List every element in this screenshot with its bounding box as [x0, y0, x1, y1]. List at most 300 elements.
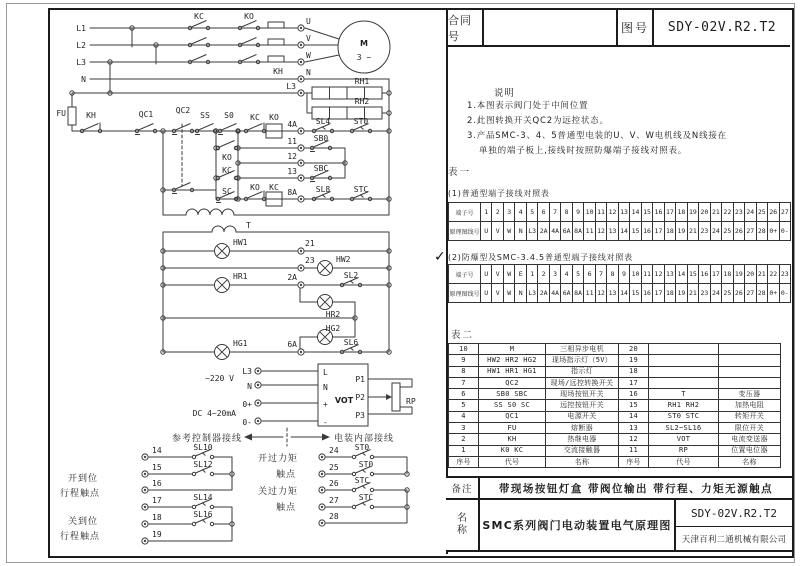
note-line: 3.产品SMC-3、4、5普通型电装的U、V、W电机线及N线接在 — [467, 131, 727, 141]
table-cell: 13 — [607, 222, 618, 241]
drawing-no-value: SDY-02V.R2.T2 — [667, 20, 777, 35]
table-cell: 原理图线号 — [449, 222, 481, 241]
schematic-label: 行程触点 — [60, 489, 101, 499]
schematic-label: T — [246, 221, 251, 230]
table-cell: 10 — [584, 203, 595, 222]
table-cell — [649, 378, 719, 389]
table-cell: 8A — [573, 222, 584, 241]
schematic-label: KO — [244, 12, 254, 21]
schematic-label: SL2 — [343, 271, 359, 280]
table-cell: 27 — [745, 284, 756, 303]
table-cell: 12 — [596, 222, 607, 241]
schematic-label: HR1 — [233, 272, 248, 281]
table-cell: 22 — [768, 265, 779, 284]
table-cell: 0+ — [768, 222, 779, 241]
table-cell: 2 — [449, 434, 479, 445]
table-cell: 16 — [642, 222, 653, 241]
table-cell: 2A — [538, 284, 549, 303]
table-cell: 11 — [584, 284, 595, 303]
schematic-label: RP — [406, 397, 416, 406]
schematic-label: HG1 — [233, 339, 248, 348]
schematic-label: ST0 — [358, 460, 374, 469]
table-cell: 23 — [699, 222, 710, 241]
table-cell: L3 — [527, 284, 538, 303]
table-cell: 14 — [619, 412, 649, 423]
table-cell: M — [479, 344, 546, 355]
table-cell: 11 — [619, 446, 649, 457]
table-cell: HW1 HR1 HG1 — [479, 367, 546, 378]
table-cell: 13 — [619, 203, 630, 222]
table-cell: 18 — [676, 203, 687, 222]
schematic-label: 关到位 — [68, 517, 99, 527]
table-cell: V — [492, 265, 503, 284]
table-cell: 14 — [619, 284, 630, 303]
table-cell: 21 — [688, 222, 699, 241]
table-cell — [649, 344, 719, 355]
drawing-no-label: 图号 — [618, 10, 654, 45]
table-cell: U — [481, 265, 492, 284]
table-cell: 15 — [688, 265, 699, 284]
table-cell: 4 — [515, 203, 526, 222]
table-cell: QC1 — [479, 412, 546, 423]
table-cell: 原理图线号 — [449, 284, 481, 303]
table-cell: 7 — [596, 265, 607, 284]
table-cell — [719, 367, 781, 378]
table-cell: 16 — [619, 389, 649, 400]
table-cell: 17 — [665, 203, 676, 222]
table-cell: 3 — [504, 203, 515, 222]
schematic-label: 开到位 — [68, 474, 99, 484]
schematic-label: SL14 — [193, 493, 213, 502]
schematic-label: HR2 — [325, 310, 341, 319]
table-cell — [719, 355, 781, 366]
table-cell: 2 — [538, 265, 549, 284]
schematic-label: + — [323, 400, 328, 409]
table-cell: 19 — [676, 222, 687, 241]
schematic-label: SL12 — [193, 460, 213, 469]
table-cell: 9 — [573, 203, 584, 222]
schematic-label: W — [306, 51, 311, 60]
table-cell: 21 — [688, 284, 699, 303]
table-cell: 8A — [573, 284, 584, 303]
table-cell: 序号 — [619, 457, 649, 468]
table-cell: 22 — [722, 203, 733, 222]
schematic-label: DC 4~20mA — [192, 409, 236, 418]
schematic-label: ST0 — [353, 117, 369, 126]
schematic-label: N — [247, 382, 252, 391]
table-cell: RH1 RH2 — [649, 400, 719, 411]
table-cell: 14 — [676, 265, 687, 284]
title-block — [448, 10, 790, 47]
schematic-label: SL4 — [315, 117, 331, 126]
schematic-label: SC — [222, 187, 232, 196]
table-cell: 位置电位器 — [719, 446, 781, 457]
table-cell: 17 — [653, 222, 664, 241]
schematic-label: 16 — [152, 479, 162, 488]
schematic-label: SBC — [313, 164, 329, 173]
schematic-label: 触点 — [276, 470, 297, 480]
note-line: 2.此图转换开关QC2为远控状态。 — [467, 116, 609, 126]
schematic-label: 8A — [287, 188, 297, 197]
schematic-label: 关过力矩 — [258, 487, 299, 497]
schematic-label: 26 — [329, 479, 339, 488]
table-cell: 3 — [449, 423, 479, 434]
schematic-label: 24 — [329, 446, 339, 455]
table-cell: 6 — [584, 265, 595, 284]
table-cell: HW2 HR2 HG2 — [479, 355, 546, 366]
table-cell: 8 — [449, 367, 479, 378]
table-cell: 代号 — [649, 457, 719, 468]
terminal-table-normal — [448, 202, 791, 241]
table-cell: 21 — [757, 265, 768, 284]
schematic-label: 25 — [329, 463, 339, 472]
schematic-label: L — [323, 368, 328, 377]
table-cell: 三相异步电机 — [546, 344, 619, 355]
table-cell: N — [515, 284, 526, 303]
table-cell: 8 — [561, 203, 572, 222]
table-cell: 15 — [630, 222, 641, 241]
schematic-label: ST0 — [354, 443, 370, 452]
schematic-label: KC — [194, 12, 204, 21]
table-cell: W — [504, 265, 515, 284]
table-cell: 13 — [665, 265, 676, 284]
table-cell: 7 — [550, 203, 561, 222]
schematic-label: 3 ~ — [356, 53, 372, 62]
table-cell: 19 — [676, 284, 687, 303]
remark-text: 带现场按钮灯盒 带阀位输出 带行程、力矩无源触点 — [498, 482, 774, 495]
table-cell: 12 — [596, 284, 607, 303]
table-cell: 24 — [745, 203, 756, 222]
table-cell: 11 — [596, 203, 607, 222]
table-cell: 17 — [653, 284, 664, 303]
schematic-label: 11 — [287, 137, 297, 146]
table-cell: 19 — [688, 203, 699, 222]
table-cell: 18 — [665, 222, 676, 241]
table-cell: VOT — [649, 434, 719, 445]
table-cell: 20 — [699, 203, 710, 222]
table1-caption: 表一 — [448, 167, 472, 178]
table-cell: 18 — [665, 284, 676, 303]
schematic-label: N — [81, 75, 86, 84]
schematic-label: KH — [86, 111, 96, 120]
table-cell: 15 — [642, 203, 653, 222]
table-cell: 现场/远控转换开关 — [546, 378, 619, 389]
table-cell: 25 — [722, 222, 733, 241]
contract-no-label: 合同号 — [448, 10, 484, 45]
table-cell: 6A — [561, 284, 572, 303]
schematic-label: 2A — [287, 273, 297, 282]
table-cell: 16 — [699, 265, 710, 284]
table-cell: 19 — [734, 265, 745, 284]
table-cell: SB0 SBC — [479, 389, 546, 400]
name-block — [446, 500, 792, 552]
table-cell: 26 — [734, 222, 745, 241]
table-cell: 5 — [527, 203, 538, 222]
schematic-label: 电装内部接线 — [334, 434, 395, 444]
table-cell: 电流变送器 — [719, 434, 781, 445]
table-cell: 名称 — [546, 457, 619, 468]
table-cell: 10 — [630, 265, 641, 284]
table-cell: 1 — [449, 446, 479, 457]
schematic-label: 19 — [152, 530, 162, 539]
table-cell: 15 — [630, 284, 641, 303]
table-cell: 23 — [734, 203, 745, 222]
table-cell: QC2 — [479, 378, 546, 389]
table-cell: 远控按钮开关 — [546, 400, 619, 411]
schematic-label: 17 — [152, 496, 162, 505]
table1-sub1: (1)普通型端子接线对照表 — [448, 189, 550, 198]
table-cell: 交流接触器 — [546, 446, 619, 457]
table-cell: 27 — [780, 203, 791, 222]
table-cell: 16 — [653, 203, 664, 222]
table-cell: 现场按钮开关 — [546, 389, 619, 400]
schematic-label: P2 — [355, 393, 365, 402]
component-table — [448, 343, 781, 468]
schematic-label: KC — [222, 166, 232, 175]
table-cell: 6A — [561, 222, 572, 241]
table-cell: 20 — [745, 265, 756, 284]
schematic-label: P1 — [355, 375, 365, 384]
terminal-table-explosionproof — [448, 264, 791, 303]
table-cell: V — [492, 222, 503, 241]
table-cell: 21 — [711, 203, 722, 222]
schematic-label: QC1 — [138, 110, 154, 119]
table-cell: 4A — [550, 284, 561, 303]
schematic-label: VOT — [334, 396, 354, 405]
table1-sub2: (2)防爆型及SMC-3.4.5普通型端子接线对照表 — [448, 253, 633, 262]
schematic-label: KC — [269, 183, 279, 192]
schematic-label: SL6 — [343, 338, 359, 347]
schematic-label: S0 — [224, 111, 234, 120]
table-cell: N — [515, 222, 526, 241]
table-cell: 3 — [550, 265, 561, 284]
table-cell: 10 — [449, 344, 479, 355]
schematic-label: 15 — [152, 463, 162, 472]
schematic-label: 18 — [152, 513, 162, 522]
table-cell: 热继电器 — [546, 434, 619, 445]
schematic-label: SL16 — [193, 510, 213, 519]
schematic-label: RH1 — [354, 77, 370, 86]
circuit-schematic — [48, 8, 446, 556]
schematic-label: 23 — [305, 256, 315, 265]
note-line: 1.本图表示阀门处于中间位置 — [467, 101, 589, 111]
contract-no-value — [484, 10, 618, 45]
schematic-label: 14 — [152, 446, 162, 455]
schematic-label: HW1 — [233, 238, 248, 247]
table-cell: 26 — [734, 284, 745, 303]
schematic-label: HW2 — [336, 255, 351, 264]
table-cell: 13 — [607, 284, 618, 303]
table-cell: 28 — [757, 222, 768, 241]
table-cell: ST0 STC — [649, 412, 719, 423]
schematic-label: L3 — [76, 58, 86, 67]
schematic-label: SB0 — [313, 134, 329, 143]
table-cell: 16 — [642, 284, 653, 303]
table-cell: 18 — [722, 265, 733, 284]
remark-label: 备注 — [446, 478, 480, 498]
table-cell: 17 — [711, 265, 722, 284]
name-block-right — [676, 500, 792, 550]
table-cell: 0- — [780, 284, 791, 303]
table-cell: 13 — [619, 423, 649, 434]
table-cell: 26 — [768, 203, 779, 222]
table-cell: 4A — [550, 222, 561, 241]
check-mark: ✓ — [434, 249, 446, 265]
table-cell: 指示灯 — [546, 367, 619, 378]
table-cell: 代号 — [479, 457, 546, 468]
table-cell: 名称 — [719, 457, 781, 468]
table-cell: 11 — [584, 222, 595, 241]
schematic-label: 27 — [329, 496, 339, 505]
schematic-label: KH — [273, 67, 283, 76]
table-cell: 加热电阻 — [719, 400, 781, 411]
schematic-label: 4A — [287, 120, 297, 129]
table-cell: 25 — [757, 203, 768, 222]
table-cell: 27 — [745, 222, 756, 241]
table-cell: 序号 — [449, 457, 479, 468]
schematic-label: 12 — [287, 152, 297, 161]
schematic-label: STC — [354, 476, 370, 485]
schematic-label: U — [306, 17, 311, 26]
table-cell: 0+ — [768, 284, 779, 303]
table-cell: 限位开关 — [719, 423, 781, 434]
schematic-label: HG2 — [325, 324, 341, 333]
schematic-label: - — [323, 418, 328, 427]
schematic-label: KO — [269, 113, 279, 122]
table-cell: 9 — [619, 265, 630, 284]
schematic-label: 0- — [242, 418, 252, 427]
remark-block — [446, 476, 792, 500]
table-cell: 0- — [780, 222, 791, 241]
schematic-label: 21 — [305, 239, 315, 248]
company-name: 天津百利二通机械有限公司 — [681, 534, 787, 545]
table-cell: 11 — [642, 265, 653, 284]
table-cell: U — [481, 284, 492, 303]
schematic-label: V — [306, 34, 311, 43]
table-cell: 1 — [527, 265, 538, 284]
table-cell: 8 — [607, 265, 618, 284]
table-cell: 14 — [619, 222, 630, 241]
table-cell: T — [649, 389, 719, 400]
table-cell: 电源开关 — [546, 412, 619, 423]
table-cell: 熔断器 — [546, 423, 619, 434]
schematic-label: KC — [250, 113, 260, 122]
schematic-label: L3 — [242, 367, 252, 376]
table-cell: 9 — [449, 355, 479, 366]
table-cell: 24 — [711, 222, 722, 241]
table-cell: W — [504, 284, 515, 303]
schematic-label: FU — [56, 109, 66, 118]
table-cell: 12 — [653, 265, 664, 284]
table-cell — [719, 344, 781, 355]
schematic-label: 28 — [329, 512, 339, 521]
table-cell: K0 KC — [479, 446, 546, 457]
table-cell: 20 — [619, 344, 649, 355]
table-cell: 12 — [607, 203, 618, 222]
table-cell: 14 — [630, 203, 641, 222]
schematic-label: KO — [222, 153, 232, 162]
table-cell: 2A — [538, 222, 549, 241]
table-cell: 现场指示灯（5V） — [546, 355, 619, 366]
table-cell: 转矩开关 — [719, 412, 781, 423]
table-cell — [649, 355, 719, 366]
schematic-label: QC2 — [175, 106, 191, 115]
table-cell — [649, 367, 719, 378]
table-cell: 6 — [538, 203, 549, 222]
table-cell: FU — [479, 423, 546, 434]
note-line: 单独的端子板上,接线时按照防爆端子接线对照表。 — [479, 146, 688, 156]
schematic-label: ~220 V — [205, 374, 234, 383]
table-cell: 5 — [449, 400, 479, 411]
table-cell: 6 — [449, 389, 479, 400]
schematic-label: STC — [353, 185, 369, 194]
table2-caption: 表二 — [451, 330, 475, 341]
table-cell: 5 — [573, 265, 584, 284]
table-cell: E — [515, 265, 526, 284]
schematic-label: SL10 — [193, 443, 213, 452]
schematic-label: 13 — [287, 167, 297, 176]
schematic-label: SS — [200, 111, 210, 120]
drawing-no-bottom: SDY-02V.R2.T2 — [676, 500, 792, 527]
schematic-label: L1 — [76, 24, 86, 33]
schematic-label: KO — [250, 183, 260, 192]
schematic-label: L2 — [76, 41, 86, 50]
notes-heading: 说明 — [494, 88, 515, 99]
table-cell: KH — [479, 434, 546, 445]
schematic-label: 参考控制器接线 — [171, 434, 242, 444]
table-cell: 23 — [699, 284, 710, 303]
table-cell: 4 — [561, 265, 572, 284]
schematic-label: N — [306, 68, 311, 77]
table-cell: 23 — [780, 265, 791, 284]
table-cell: 25 — [722, 284, 733, 303]
schematic-label: SL8 — [315, 185, 331, 194]
table-cell: SL2~SL16 — [649, 423, 719, 434]
drawing-title: SMC系列阀门电动装置电气原理图 — [480, 500, 676, 550]
table-cell: 15 — [619, 400, 649, 411]
schematic-label: M — [360, 39, 368, 48]
schematic-label: 6A — [287, 340, 297, 349]
table-cell: 2 — [492, 203, 503, 222]
table-cell — [719, 378, 781, 389]
table-cell: 端子号 — [449, 265, 481, 284]
table-cell: U — [481, 222, 492, 241]
table-cell: SS S0 SC — [479, 400, 546, 411]
table-cell: L3 — [527, 222, 538, 241]
schematic-label: 行程触点 — [60, 532, 101, 542]
table-cell: 4 — [449, 412, 479, 423]
table-cell: 19 — [619, 355, 649, 366]
schematic-label: N — [323, 383, 328, 392]
schematic-label: STC — [358, 493, 374, 502]
table-cell: 1 — [481, 203, 492, 222]
table-cell: 24 — [711, 284, 722, 303]
table-cell: 12 — [619, 434, 649, 445]
table-cell: V — [492, 284, 503, 303]
table-cell: 28 — [757, 284, 768, 303]
table-cell: 17 — [619, 378, 649, 389]
table-cell: 18 — [619, 367, 649, 378]
schematic-label: 开过力矩 — [258, 454, 299, 464]
table-cell: 7 — [449, 378, 479, 389]
table-cell: RP — [649, 446, 719, 457]
table-cell: 变压器 — [719, 389, 781, 400]
table-cell: 端子号 — [449, 203, 481, 222]
schematic-label: 0+ — [242, 400, 252, 409]
schematic-label: P3 — [355, 411, 365, 420]
schematic-label: L3 — [286, 82, 296, 91]
schematic-label: 触点 — [276, 503, 297, 513]
